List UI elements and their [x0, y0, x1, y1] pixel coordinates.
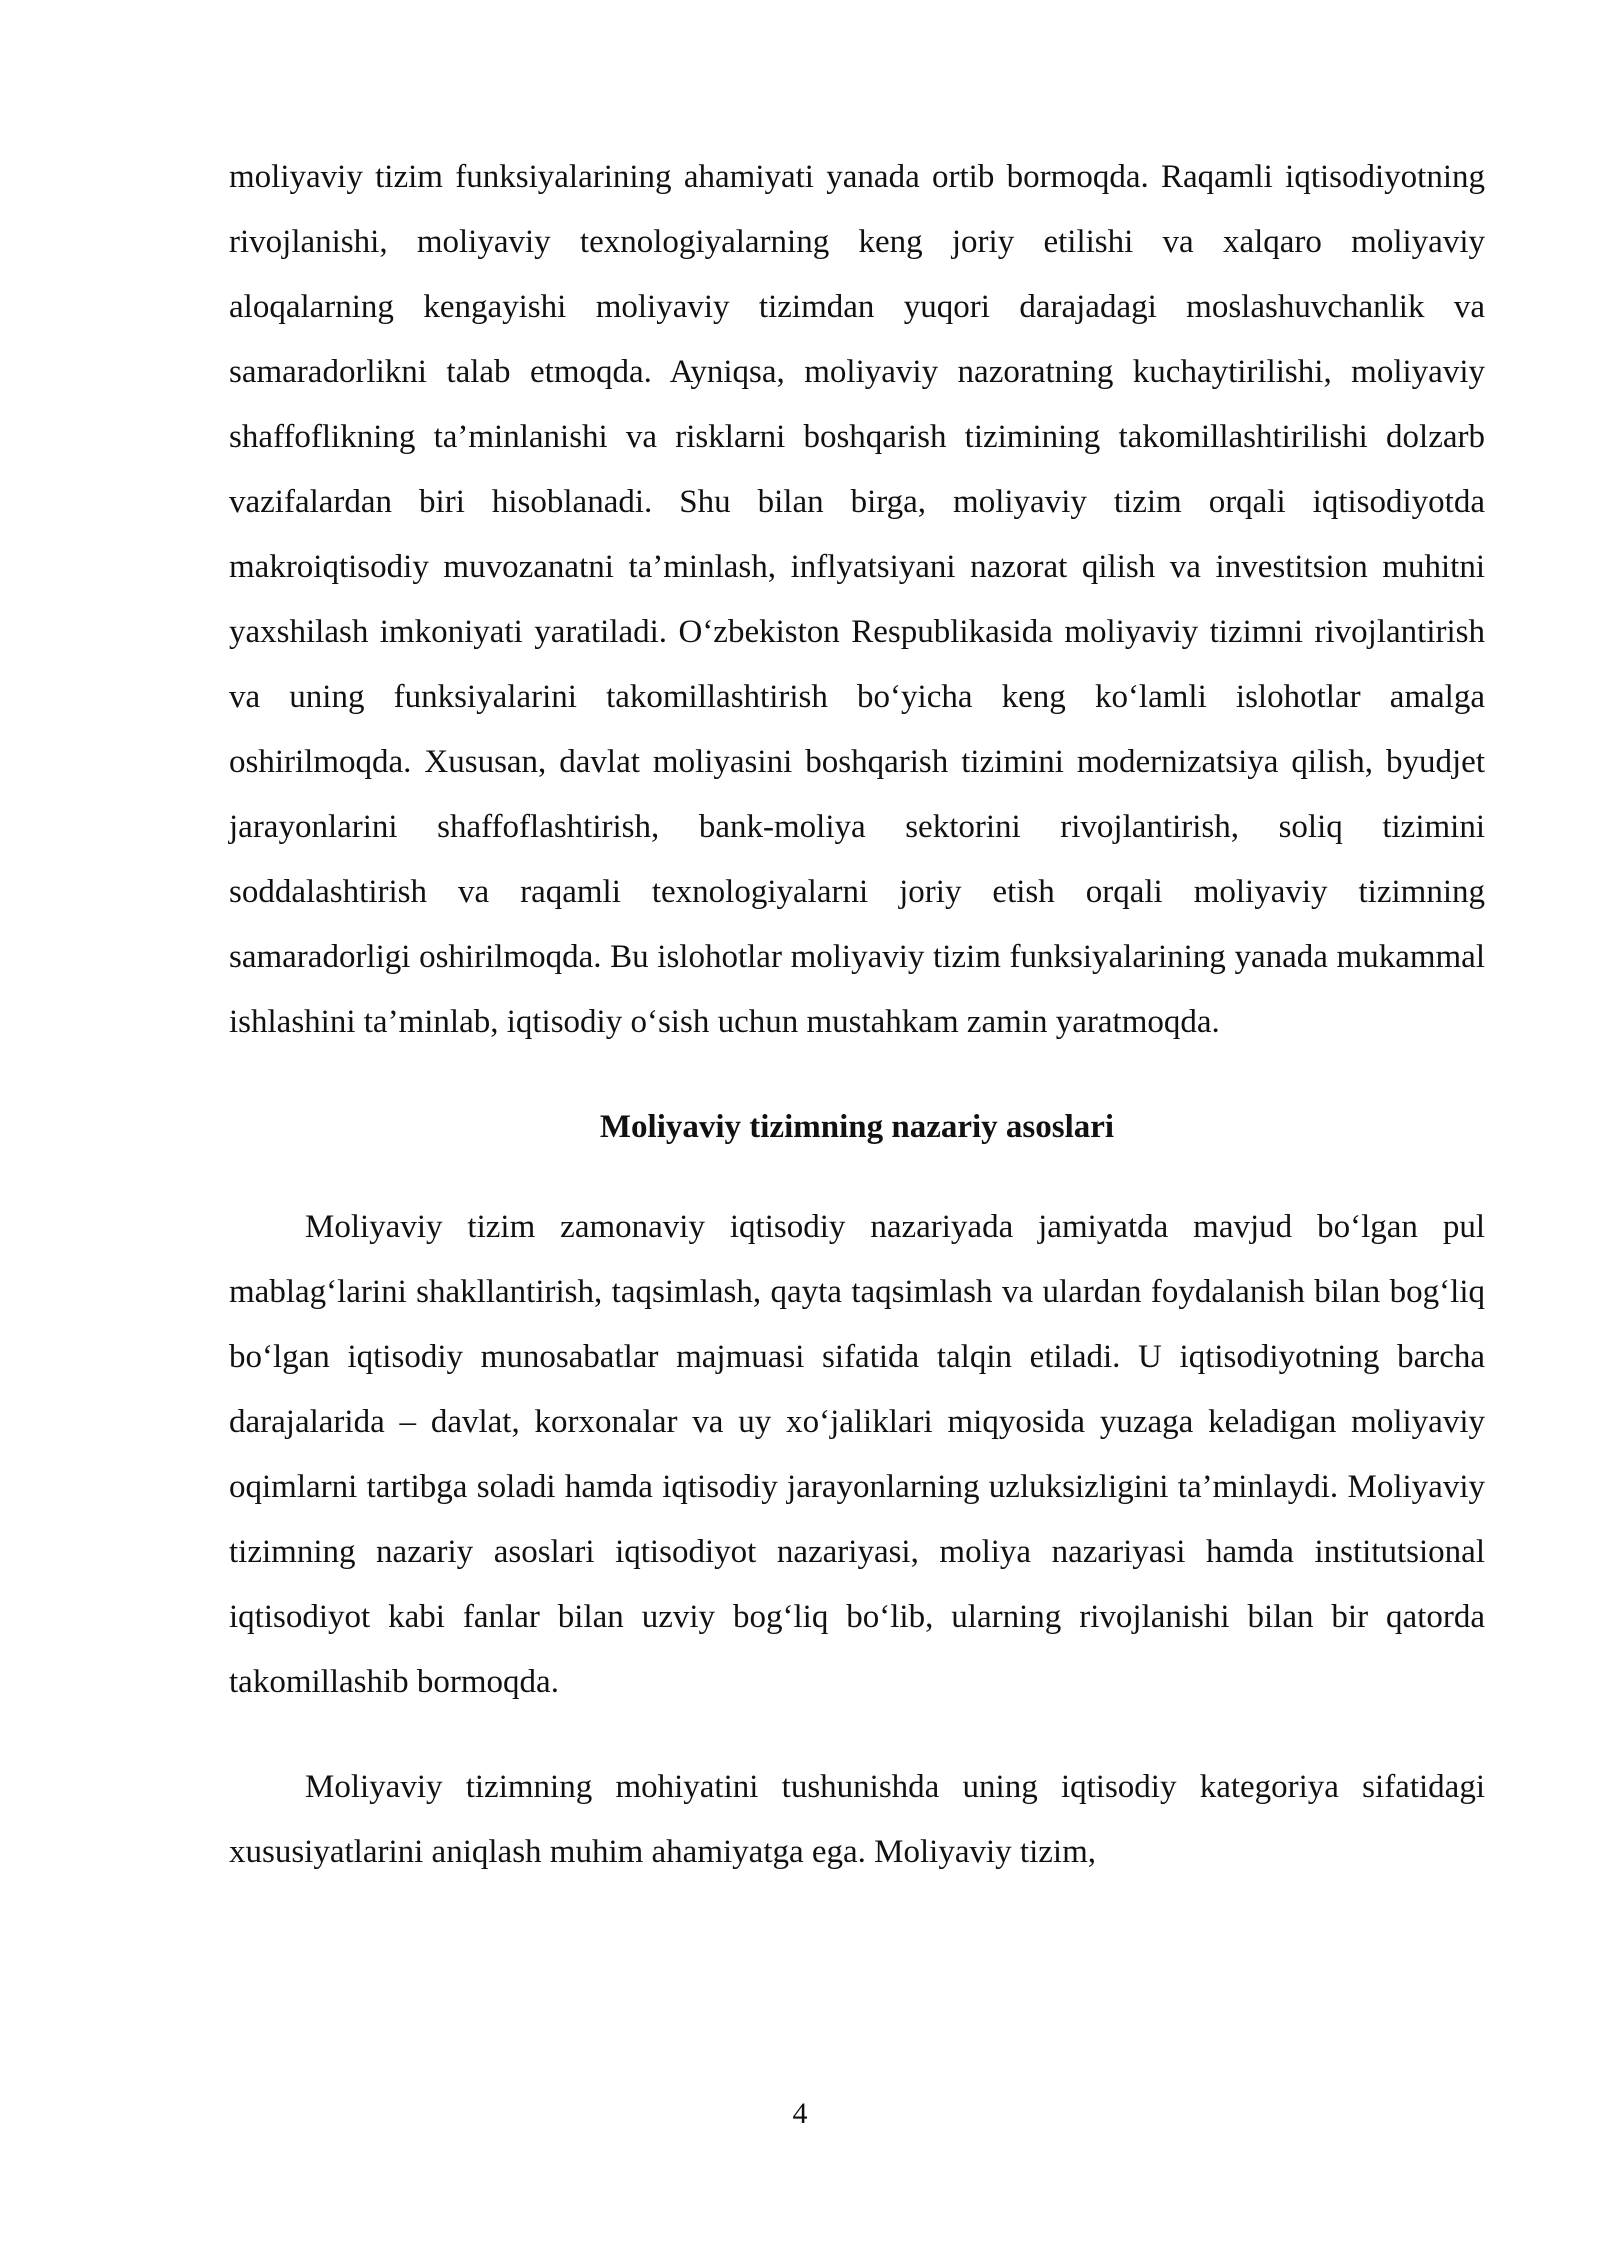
document-body	[229, 145, 1485, 1885]
paragraph-continuation: moliyaviy tizim funksiyalarining ahamiyati yanada ortib bormoqda. Raqamli iqtisodiyotning rivojlanishi, moliyaviy texnologiyalarning keng joriy etilishi va xalqaro moliyaviy aloqalarning kengayishi moliyaviy tizimdan yuqori darajadagi moslashuvchanlik va samaradorlikni talab etmoqda. Ayniqsa, moliyaviy nazoratning kuchaytirilishi, moliyaviy shaffoflikning ta’minlanishi va risklarni boshqarish tizimining takomillashtirilishi dolzarb vazifalardan biri hisoblanadi. Shu bilan birga, moliyaviy tizim orqali iqtisodiyotda makroiqtisodiy muvozanatni ta’minlash, inflyatsiyani nazorat qilish va investitsion muhitni yaxshilash imkoniyati yaratiladi. O‘zbekiston Respublikasida moliyaviy tizimni rivojlantirish va uning funksiyalarini takomillashtirish bo‘yicha keng ko‘lamli islohotlar amalga oshirilmoqda. Xususan, davlat moliyasini boshqarish tizimini modernizatsiya qilish, byudjet jarayonlarini shaffoflashtirish, bank-moliya sektorini rivojlantirish, soliq tizimini soddalashtirish va raqamli texnologiyalarni joriy etish orqali moliyaviy tizimning samaradorligi oshirilmoqda. Bu islohotlar moliyaviy tizim funksiyalarining yanada mukammal ishlashini ta’minlab, iqtisodiy o‘sish uchun mustahkam zamin yaratmoqda.	[229, 159, 1485, 1040]
paragraph-essence: Moliyaviy tizimning mohiyatini tushunishda uning iqtisodiy kategoriya sifatidagi xususiyatlarini aniqlash muhim ahamiyatga ega. Moliyaviy tizim,	[229, 1769, 1485, 1870]
section-heading: Moliyaviy tizimning nazariy asoslari	[599, 1109, 1115, 1145]
paragraph-theory-intro: Moliyaviy tizim zamonaviy iqtisodiy nazariyada jamiyatda mavjud bo‘lgan pul mablag‘larini shakllantirish, taqsimlash, qayta taqsimlash va ulardan foydalanish bilan bog‘liq bo‘lgan iqtisodiy munosabatlar majmuasi sifatida talqin etiladi. U iqtisodiyotning barcha darajalarida – davlat, korxonalar va uy xo‘jaliklari miqyosida yuzaga keladigan moliyaviy oqimlarni tartibga soladi hamda iqtisodiy jarayonlarning uzluksizligini ta’minlaydi. Moliyaviy tizimning nazariy asoslari iqtisodiyot nazariyasi, moliya nazariyasi hamda institutsional iqtisodiyot kabi fanlar bilan uzviy bog‘liq bo‘lib, ularning rivojlanishi bilan bir qatorda takomillashib bormoqda.	[229, 1209, 1485, 1700]
page-number: 4	[792, 2097, 808, 2130]
